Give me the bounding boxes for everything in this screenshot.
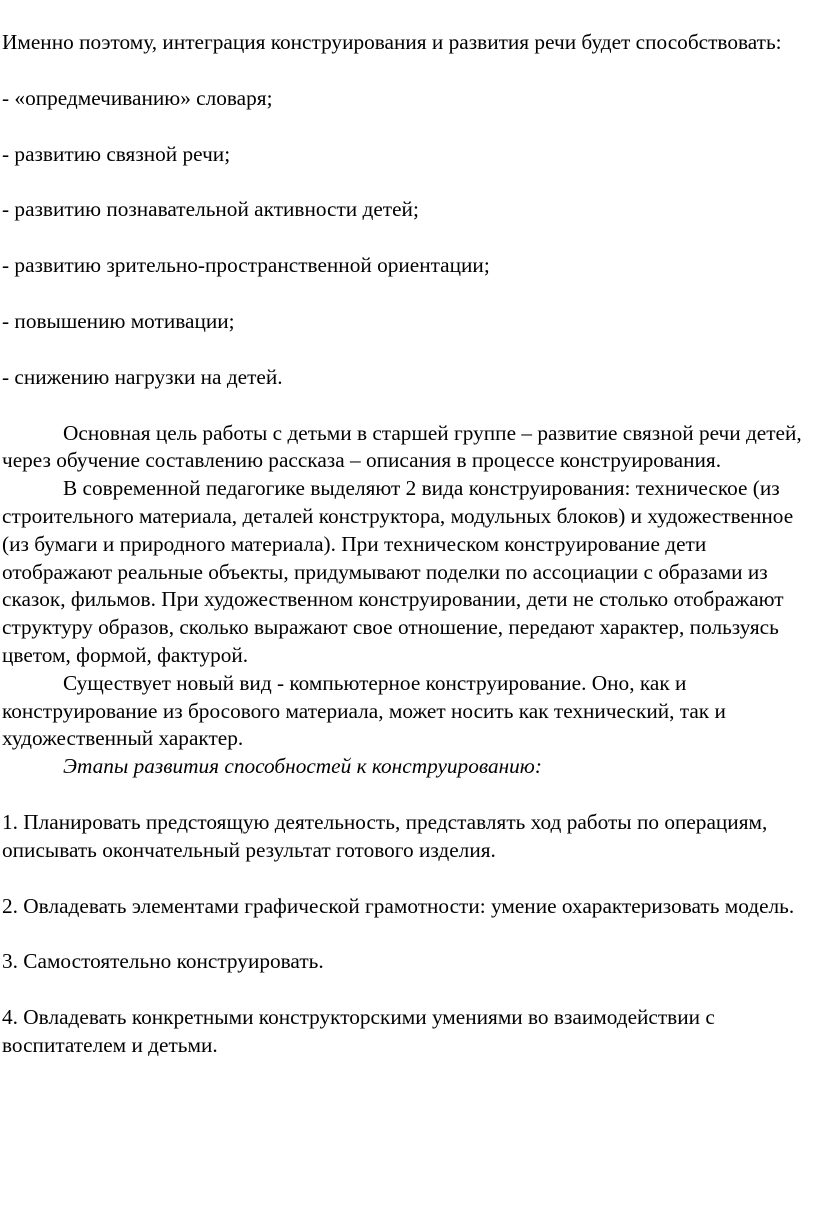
intro-paragraph: Именно поэтому, интеграция конструирования и развития речи будет способствовать: [2, 30, 782, 54]
benefit-item-6: - снижению нагрузки на детей. [2, 364, 283, 389]
stage-item-2: 2. Овладевать элементами графической грамотности: умение охарактеризовать модель. [2, 893, 795, 918]
benefit-item-4: - развитию зрительно-пространственной ориентации; [2, 253, 490, 278]
benefit-item-5: - повышению мотивации; [2, 308, 235, 333]
stage-item-4: 4. Овладевать конкретными конструкторскими умениями во взаимодействии с воспитателем и детьми. [2, 1005, 715, 1057]
construction-types-paragraph: В современной педагогике выделяют 2 вида конструирования: техническое (из строительного материала, деталей конструктора, модульных блоков) и художественное (из бумаги и природного материала). При техническом конструирование дети отображают реальные объекты, придумывают поделки по ассоциации с образами из сказок, фильмов. При художественном конструировании, дети не столько отображают структуру образов, сколько выражают свое отношение, передают характер, пользуясь цветом, формой, фактурой. [2, 476, 794, 667]
goal-paragraph: Основная цель работы с детьми в старшей группе – развитие связной речи детей, через обучение составлению рассказа – описания в процессе конструирования. [2, 420, 802, 473]
benefit-item-3: - развитию познавательной активности детей; [2, 197, 419, 222]
computer-construction-paragraph: Существует новый вид - компьютерное конструирование. Оно, как и конструирование из бросового материала, может носить как технический, так и художественный характер. [2, 670, 726, 751]
stages-heading: Этапы развития способностей к конструированию: [63, 754, 542, 779]
benefit-item-1: - «опредмечиванию» словаря; [2, 85, 273, 110]
benefit-item-2: - развитию связной речи; [2, 141, 231, 166]
stage-item-1: 1. Планировать предстоящую деятельность, представлять ход работы по операциям, описывать окончательный результат готового изделия. [2, 809, 768, 862]
stage-item-3: 3. Самостоятельно конструировать. [2, 949, 324, 974]
document-page [2, 29, 814, 1060]
